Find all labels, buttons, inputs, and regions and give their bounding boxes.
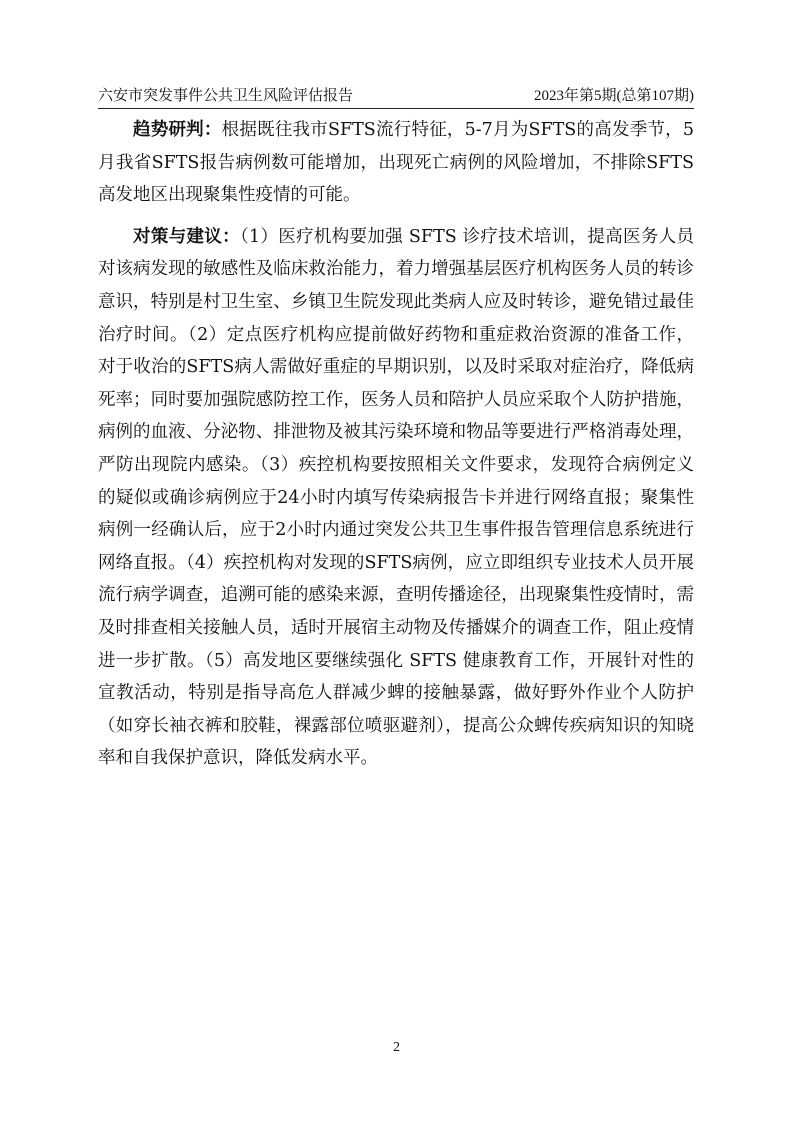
issue-number: 2023年第5期(总第107期) [534,88,694,104]
report-title: 六安市突发事件公共卫生风险评估报告 [98,88,354,104]
paragraph-recommendations [98,221,694,775]
document-body [98,114,694,784]
running-header [98,86,694,109]
page-number: 2 [393,1040,400,1055]
paragraph-lead: 对策与建议： [133,226,240,247]
paragraph-lead: 趋势研判： [133,120,222,140]
paragraph-trend-analysis [98,114,694,212]
paragraph-text: 根据既往我市SFTS流行特征，5-7月为SFTS的高发季节，5月我省SFTS报告病例数可能增加，出现死亡病例的风险增加，不排除SFTS高发地区出现聚集性疫情的可能。 [98,120,695,206]
paragraph-text: （1）医疗机构要加强 SFTS 诊疗技术培训，提高医务人员对该病发现的敏感性及临床救治能力，着力增强基层医疗机构医务人员的转诊意识，特别是村卫生室、乡镇卫生院发现此类病人应及时转诊，避免错过最佳治疗时间。（2）定点医疗机构应提前做好药物和重症救治资源的准备工作，对于收治的SFTS病人需做好重症的早期识别，以及时采取对症治疗，降低病死率；同时要加强院感防控工作，医务人员和陪护人员应采取个人防护措施，病例的血液、分泌物、排泄物及被其污染环境和物品等要进行严格消毒处理，严防出现院内感染。（3）疾控机构要按照相关文件要求，发现符合病例定义的疑似或确诊病例应于24小时内填写传染病报告卡并进行网络直报；聚集性病例一经确认后，应于2小时内通过突发公共卫生事件报告管理信息系统进行网络直报。（4）疾控机构对发现的SFTS病例，应立即组织专业技术人员开展流行病学调查，追溯可能的感染来源，查明传播途径，出现聚集性疫情时，需及时排查相关接触人员，适时开展宿主动物及传播媒介的调查工作，阻止疫情进一步扩散。（5）高发地区要继续强化 SFTS 健康教育工作，开展针对性的宣教活动，特别是指导高危人群减少蜱的接触暴露，做好野外作业个人防护（如穿长袖衣裤和胶鞋，裸露部位喷驱避剂），提高公众蜱传疾病知识的知晓率和自我保护意识，降低发病水平。 [98,226,694,769]
